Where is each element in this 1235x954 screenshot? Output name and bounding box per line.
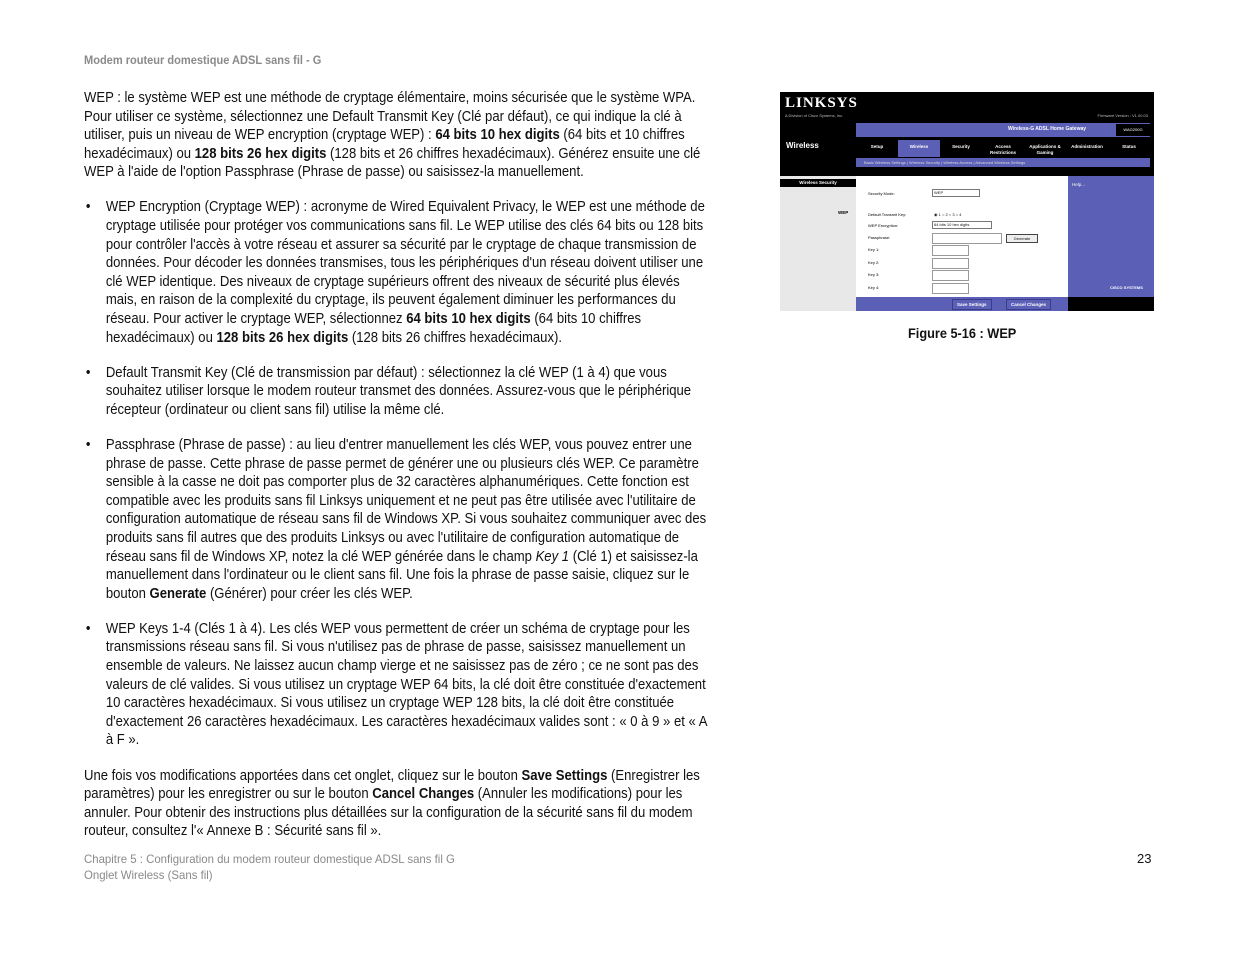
label-wep-encryption: WEP Encryption: [868, 223, 899, 228]
tab-wireless[interactable]: Wireless [898, 140, 940, 157]
tab-access-restrictions[interactable]: Access Restrictions [989, 144, 1016, 155]
tab-applications-gaming[interactable]: Applications & Gaming [1029, 144, 1061, 155]
bullet-wep-encryption: • WEP Encryption (Cryptage WEP) : acronyme de Wired Equivalent Privacy, le WEP est une méthode de cryptage utilisée pour protéger vos communications sans fil. Le WEP utilise des clés 64 bits ou 128 bits pour contrôler l'accès à votre réseau et assurer sa sécurité par le cryptage de chaque transmission de données. Pour décoder les données transmises, tous les périphériques d'un réseau doivent utiliser une clé WEP identique. Des niveaux de cryptage supérieurs offrent des niveaux de sécurité plus élevés mais, en raison de la complexité du cryptage, ils peuvent également diminuer les performances du réseau. Pour activer le cryptage WEP, sélectionnez 64 bits 10 hex digits (64 bits 10 chiffres hexadécimaux) ou 128 bits 26 hex digits (128 bits 26 chiffres hexadécimaux). [84, 198, 712, 347]
footer [84, 851, 455, 883]
label-key2: Key 2: [868, 260, 880, 265]
firmware-version: Firmware Version : V1.00.03 [1097, 113, 1148, 118]
bullet-list [84, 198, 712, 750]
help-panel [1068, 176, 1154, 297]
save-settings-button[interactable]: Save Settings [952, 299, 992, 310]
left-label-wep: WEP [838, 210, 849, 215]
intro-paragraph: WEP : le système WEP est une méthode de cryptage élémentaire, moins sécurisée que le système WPA. Pour utiliser ce système, sélectionnez une Default Transmit Key (Clé par défaut), ce qui indique la clé à utiliser, puis un niveau de WEP encryption (cryptage WEP) : 64 bits 10 hex digits (64 bits et 10 chiffres hexadécimaux) ou 128 bits 26 hex digits (128 bits et 26 chiffres hexadécimaux). Générez ensuite une clé WEP à l'aide de l'option Passphrase (Phrase de passe) ou saisissez-la manuellement. [84, 90, 701, 181]
figure-wep-screenshot [780, 92, 1154, 311]
model-badge: WAG200G [1116, 124, 1150, 136]
product-name: Wireless-G ADSL Home Gateway [1008, 126, 1087, 132]
tab-administration[interactable]: Administration [1071, 144, 1103, 149]
label-passphrase: Passphrase: [868, 235, 891, 240]
cisco-logo: CISCO SYSTEMS [1110, 285, 1143, 290]
closing-paragraph: Une fois vos modifications apportées dans cet onglet, cliquez sur le bouton Save Settings (Enregistrer les paramètres) pour les enregistrer ou sur le bouton Cancel Changes (Annuler les modifications) pour les annuler. Pour obtenir des instructions plus détaillées sur la configuration de la sécurité sans fil du modem routeur, consultez l'« Annexe B : Sécurité sans fil ». [84, 767, 700, 840]
key3-input[interactable] [932, 270, 969, 281]
product-bar [856, 123, 1150, 137]
linksys-logo: LINKSYS [785, 95, 858, 111]
key2-input[interactable] [932, 258, 969, 269]
passphrase-input[interactable] [932, 233, 1002, 244]
label-key4: Key 4: [868, 285, 880, 290]
page-number: 23 [1137, 851, 1152, 866]
intro-line-1: WEP : le système WEP est une méthode de cryptage élémentaire, moins sécurisée que le système WPA. [84, 90, 696, 106]
generate-button[interactable]: Generate [1006, 234, 1038, 243]
footer-chapter: Chapitre 5 : Configuration du modem routeur domestique ADSL sans fil G [84, 852, 455, 866]
bullet-passphrase: • Passphrase (Phrase de passe) : au lieu d'entrer manuellement les clés WEP, vous pouvez entrer une phrase de passe. Cette phrase de passe permet de générer une ou plusieurs clés WEP. Ce paramètre sensible à la casse ne doit pas comporter plus de 32 caractères alphanumériques. Cette fonction est compatible avec les produits sans fil Linksys uniquement et ne peut pas être utilisée avec l'utilitaire de configuration automatique de réseau sans fil de Windows XP. Si vous souhaitez communiquer avec des produits sans fil autres que des produits Linksys ou avec l'utilitaire de configuration automatique de réseau sans fil de Windows XP, notez la clé WEP générée dans le champ Key 1 (Clé 1) et saisissez-la manuellement dans l'ordinateur ou le client sans fil. Une fois la phrase de passe saisie, cliquez sur le bouton Generate (Générer) pour créer les clés WEP. [84, 436, 712, 603]
left-heading: Wireless Security [780, 179, 856, 187]
body-text [84, 89, 712, 857]
security-mode-select[interactable]: WEP [932, 189, 980, 197]
logo-subtitle: A Division of Cisco Systems, Inc. [785, 113, 844, 118]
main-tabs [856, 140, 1150, 157]
section-title: Wireless [786, 141, 819, 150]
label-key3: Key 3: [868, 272, 880, 277]
bullet-wep-keys: • WEP Keys 1-4 (Clés 1 à 4). Les clés WEP vous permettent de créer un schéma de cryptage pour les transmissions réseau sans fil. Si vous n'utilisez pas de phrase de passe, saisissez manuellement un ensemble de valeurs. Ne laissez aucun champ vierge et ne saisissez pas de zéro ; ce ne sont pas des valeurs de clé valides. Si vous utilisez un cryptage WEP 64 bits, la clé doit être constituée d'exactement 10 caractères hexadécimaux. Si vous utilisez un cryptage WEP 128 bits, la clé doit être constituée d'exactement 26 caractères hexadécimaux. Les caractères hexadécimaux valides sont : « 0 à 9 » et « A à F ». [84, 620, 712, 750]
bullet-default-transmit-key: • Default Transmit Key (Clé de transmission par défaut) : sélectionnez la clé WEP (1 à 4) que vous souhaitez utiliser lorsque le modem routeur transmet des données. Assurez-vous que le périphérique récepteur (ordinateur ou client sans fil) utilise la même clé. [84, 364, 712, 420]
cancel-changes-button[interactable]: Cancel Changes [1006, 299, 1051, 310]
wep-encryption-select[interactable]: 64 bits 10 hex digits [932, 221, 992, 229]
key4-input[interactable] [932, 283, 969, 294]
footer-section: Onglet Wireless (Sans fil) [84, 868, 213, 882]
running-header: Modem routeur domestique ADSL sans fil - G [84, 53, 322, 67]
label-security-mode: Security Mode: [868, 191, 895, 196]
key1-input[interactable] [932, 245, 969, 256]
label-key1: Key 1: [868, 247, 880, 252]
tab-setup[interactable]: Setup [870, 144, 884, 149]
label-default-key: Default Transmit Key: [868, 212, 907, 217]
tab-security[interactable]: Security [952, 144, 970, 149]
sub-tabs[interactable]: Basic Wireless Settings | Wireless Security | Wireless Access | Advanced Wireless Settings [856, 158, 1150, 167]
default-key-radios[interactable]: ◉ 1 ○ 2 ○ 3 ○ 4 [934, 212, 962, 217]
tab-status[interactable]: Status [1122, 144, 1136, 149]
help-link[interactable]: Help... [1072, 182, 1086, 187]
figure-caption: Figure 5-16 : WEP [908, 325, 1017, 341]
left-panel [780, 176, 856, 311]
